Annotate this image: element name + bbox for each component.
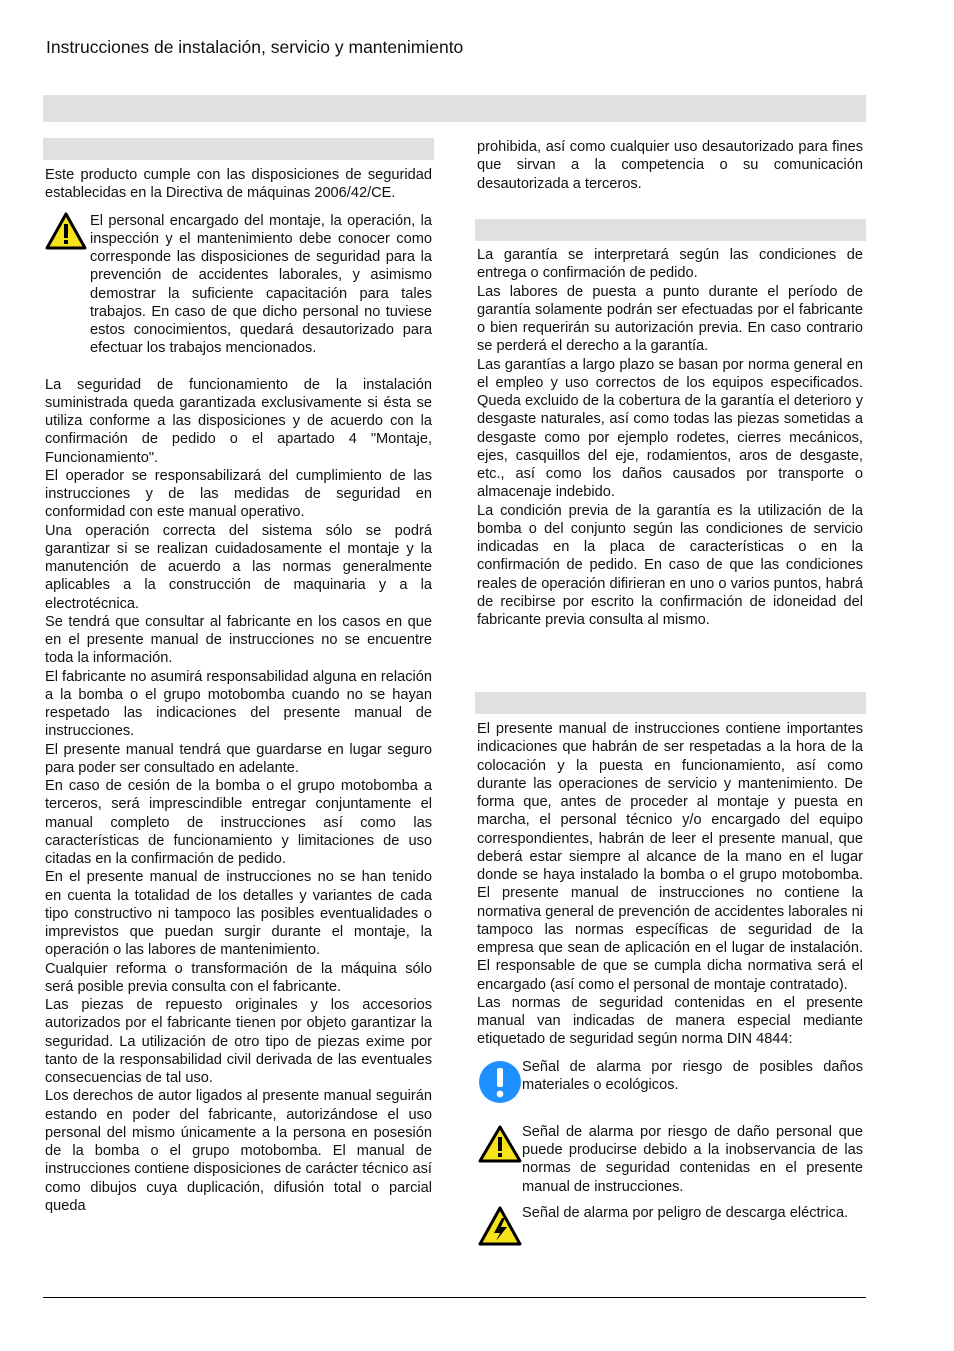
sign-environment (477, 1058, 863, 1109)
sign-personal-text: Señal de alarma por riesgo de daño personal que puede producirse debido a la inobservancia de las normas de seguridad contenidas en el presente manual de instrucciones. (522, 1123, 863, 1195)
paragraph: En el presente manual de instrucciones no se han tenido en cuenta la totalidad de los detalles y variantes de cada tipo constructivo ni tampoco las posibles eventualidades o imprevistos que puedan surgir durante el montaje, la operación o las labores de mantenimiento. (45, 869, 432, 959)
paragraph: Cualquier reforma o transformación de la máquina sólo será posible previa consulta con el fabricante. (45, 960, 432, 995)
personnel-warning (45, 212, 432, 358)
section-heading-bar-safety (475, 692, 866, 714)
sign-personal (477, 1123, 863, 1196)
warning-triangle-icon (478, 1125, 522, 1168)
paragraph: Las labores de puesta a punto durante el período de garantía solamente podrán ser efectuadas por el fabricante o bien requerirán su autorización previa. En caso contrario se perderá el derecho a la garantía. (477, 283, 863, 355)
personnel-warning-text: El personal encargado del montaje, la operación, la inspección y el mantenimiento debe conocer como corresponde las disposiciones de seguridad para la prevención de accidentes laborales, y asimismo demostrar la suficiente capacitación para tales trabajos. En caso de que dicho personal no tuviese estos conocimientos, quedará desautorizado para efectuar los trabajos mencionados. (90, 212, 432, 357)
paragraph: La condición previa de la garantía es la utilización de la bomba o del conjunto según las condiciones de servicio indicadas en la placa de características o en la confirmación de pedido. En caso de que las condiciones reales de operación difirieran en uno o varios puntos, habrá de recibirse por escrito la confirmación de idoneidad del fabricante previa consulta al mismo. (477, 502, 863, 628)
exclamation-circle-icon (478, 1060, 522, 1109)
safety-section (477, 720, 863, 1259)
paragraph: La seguridad de funcionamiento de la instalación suministrada queda garantizada exclusivamente si ésta se utiliza conforme a las disposiciones y de acuerdo con la confirmación de pedido o el apartado 4 "Montaje, Funcionamiento". (45, 376, 432, 466)
continuation-paragraph: prohibida, así como cualquier uso desautorizado para fines que sirvan a la competencia o su comunicación desautorizada a terceros. (477, 139, 863, 192)
intro-paragraph: Este producto cumple con las disposiciones de seguridad establecidas en la Directiva de máquinas 2006/42/CE. (45, 167, 432, 202)
section-heading-bar-main (43, 95, 866, 122)
paragraph: Se tendrá que consultar al fabricante en los casos en que en el presente manual de instrucciones no se encuentre toda la información. (45, 613, 432, 667)
section-heading-bar-warranty (475, 219, 866, 241)
paragraph: Los derechos de autor ligados al presente manual seguirán estando en poder del fabricante, autorizándose el uso personal del mismo únicamente a la persona en posesión de la bomba o el grupo motobomba. El manual de instrucciones contiene disposiciones de carácter técnico así como dibujos cuya duplicación, difusión total o parcial queda (45, 1088, 432, 1214)
document-title: Instrucciones de instalación, servicio y mantenimiento (46, 37, 464, 57)
warranty-section (477, 246, 863, 629)
section-heading-bar-left (43, 138, 434, 160)
paragraph: El operador se responsabilizará del cumplimiento de las instrucciones y de las medidas de seguridad en conformidad con este manual operativo. (45, 467, 432, 521)
paragraph: La garantía se interpretará según las condiciones de entrega o confirmación de pedido. (477, 247, 863, 282)
paragraph: Las normas de seguridad contenidas en el presente manual van indicadas de manera especial mediante etiquetado de seguridad según norma DIN 4844: (477, 994, 863, 1048)
sign-environment-text: Señal de alarma por riesgo de posibles daños materiales o ecológicos. (522, 1058, 863, 1093)
footer-rule (43, 1297, 866, 1298)
sign-electric (477, 1204, 863, 1251)
paragraph: El presente manual de instrucciones contiene importantes indicaciones que habrán de ser respetadas a la hora de la colocación y la puesta en funcionamiento, así como durante las operaciones de servicio y mantenimiento. De forma que, antes de proceder al montaje y puesta en marcha, el personal técnico y/o encargado del equipo correspondientes, habrán de leer el presente manual, que deberá estar siempre al alcance de la mano en el lugar donde se haya instalado la bomba o el grupo motobomba. El presente manual de instrucciones no contiene la normativa general de prevención de accidentes laborales ni tampoco las normas específicas de seguridad de la empresa que sean de aplicación en el lugar de instalación. El responsable de que se cumpla dicha normativa será el encargado (así como el personal de montaje contratado). (477, 721, 863, 993)
paragraph: El fabricante no asumirá responsabilidad alguna en relación a la bomba o el grupo motobomba cuando no se hayan respetado las indicaciones del presente manual de instrucciones. (45, 668, 432, 740)
paragraph: En caso de cesión de la bomba o el grupo motobomba a terceros, será imprescindible entregar conjuntamente el manual completo de instrucciones así como las características de funcionamiento y limitaciones de uso citadas en la confirmación de pedido. (45, 778, 432, 867)
paragraph: Una operación correcta del sistema sólo se podrá garantizar si se realizan cuidadosamente el montaje y la manutención de acuerdo a las normas generalmente aplicables a la construcción de maquinaria y a la electrotécnica. (45, 522, 432, 612)
left-column (45, 166, 432, 1215)
paragraph: Las piezas de repuesto originales y los accesorios autorizados por el fabricante tienen por objeto garantizar la seguridad. La utilización de otro tipo de piezas exime por tanto de la responsabilidad civil derivada de las eventuales consecuencias de tal uso. (45, 997, 432, 1086)
sign-electric-text: Señal de alarma por peligro de descarga eléctrica. (522, 1204, 849, 1221)
electric-hazard-icon (478, 1206, 522, 1251)
warning-triangle-icon (45, 212, 91, 255)
right-column-continuation (477, 138, 863, 193)
paragraph: Las garantías a largo plazo se basan por norma general en el empleo y uso correctos de los equipos especificados. Queda excluido de la cobertura de la garantía el deterioro y desgaste naturales, así como todas las piezas sometidas a desgaste como por ejemplo rodetes, cierres mecánicos, ejes, casquillos del eje, rodamientos, aros de desgaste, etc., así como los daños causados por transporte o almacenaje indebido. (477, 356, 863, 501)
paragraph: El presente manual tendrá que guardarse en lugar seguro para poder ser consultado en adelante. (45, 741, 432, 776)
